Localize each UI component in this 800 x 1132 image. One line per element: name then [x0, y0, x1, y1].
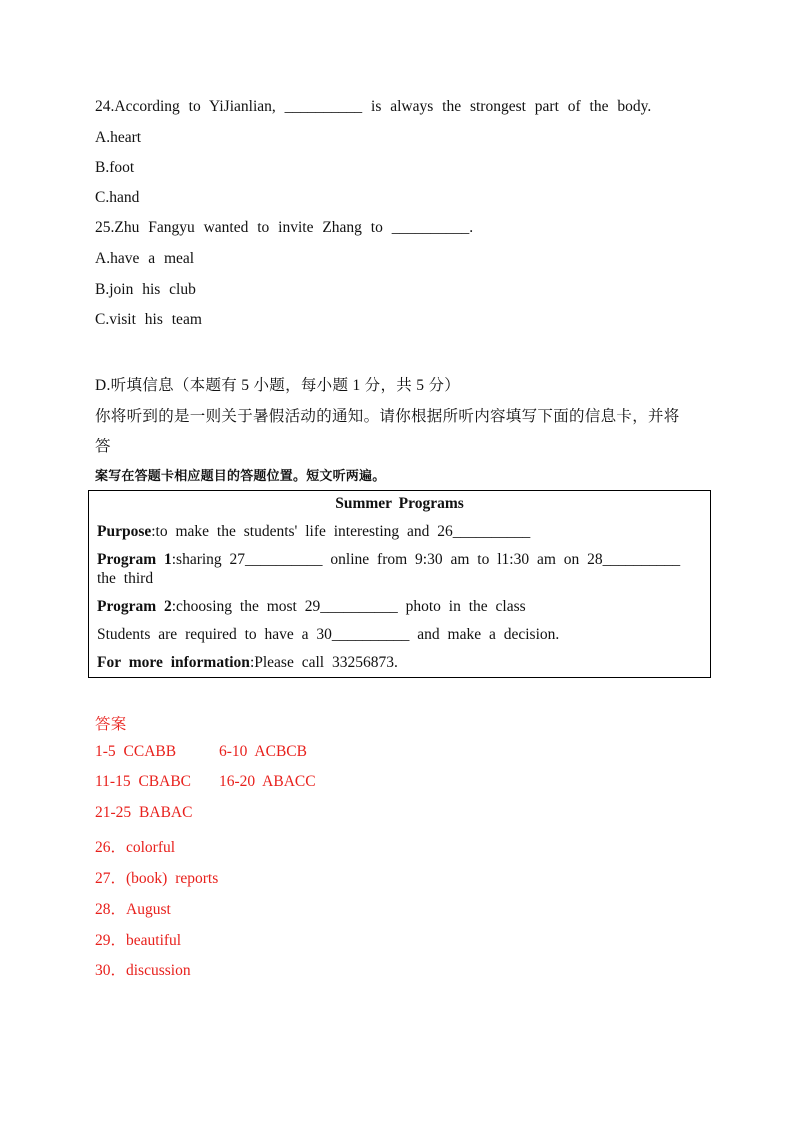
question-24-option-a: A.heart	[95, 129, 142, 146]
summer-programs-card	[88, 490, 711, 678]
answer-29: 29．beautiful	[95, 932, 182, 949]
section-d-instruction-line-2: 答	[95, 438, 111, 455]
card-program-2-label: Program 2	[97, 598, 172, 615]
answer-27: 27．(book) reports	[95, 870, 219, 887]
question-24-option-c: C.hand	[95, 189, 140, 206]
card-students-row: Students are required to have a 30__________ and make a decision.	[97, 626, 560, 643]
question-25-option-b: B.join his club	[95, 281, 196, 298]
section-d-heading: D.听填信息（本题有 5 小题，每小题 1 分，共 5 分）	[95, 377, 461, 394]
card-purpose-label: Purpose	[97, 523, 152, 540]
answer-30: 30．discussion	[95, 962, 191, 979]
card-purpose-row	[97, 522, 704, 541]
answers-heading: 答案	[95, 716, 127, 733]
card-info-label: For more information	[97, 654, 250, 671]
card-program-1-row	[97, 550, 704, 588]
section-d-instruction-line-3: 案写在答题卡相应题目的答题位置。短文听两遍。	[95, 469, 386, 484]
answers-11-15: 11-15 CBABC	[95, 773, 192, 790]
answer-26: 26．colorful	[95, 839, 176, 856]
question-24-stem: 24.According to YiJianlian, __________ is always the strongest part of the body.	[95, 98, 652, 115]
question-24-option-b: B.foot	[95, 159, 135, 176]
card-program-2-text: :choosing the most 29__________ photo in the class	[171, 598, 526, 615]
answers-21-25: 21-25 BABAC	[95, 804, 193, 821]
question-25-option-a: A.have a meal	[95, 250, 195, 267]
answers-1-5: 1-5 CCABB	[95, 743, 177, 760]
card-program-1-label: Program 1	[97, 551, 172, 568]
question-25-stem: 25.Zhu Fangyu wanted to invite Zhang to __________.	[95, 219, 474, 236]
card-info-row	[97, 653, 704, 672]
answer-28: 28．August	[95, 901, 171, 918]
card-title: Summer Programs	[335, 495, 464, 512]
card-program-2-row	[97, 597, 704, 616]
answers-16-20: 16-20 ABACC	[219, 773, 316, 790]
answers-6-10: 6-10 ACBCB	[219, 743, 307, 760]
card-purpose-text: :to make the students' life interesting and 26__________	[151, 523, 531, 540]
question-25-option-c: C.visit his team	[95, 311, 202, 328]
section-d-instruction-line-1: 你将听到的是一则关于暑假活动的通知。请你根据所听内容填写下面的信息卡，并将	[95, 408, 680, 425]
card-info-text: :Please call 33256873.	[249, 654, 398, 671]
card-program-1-text: :sharing 27__________ online from 9:30 am to l1:30 am on 28__________ the third	[97, 551, 681, 587]
